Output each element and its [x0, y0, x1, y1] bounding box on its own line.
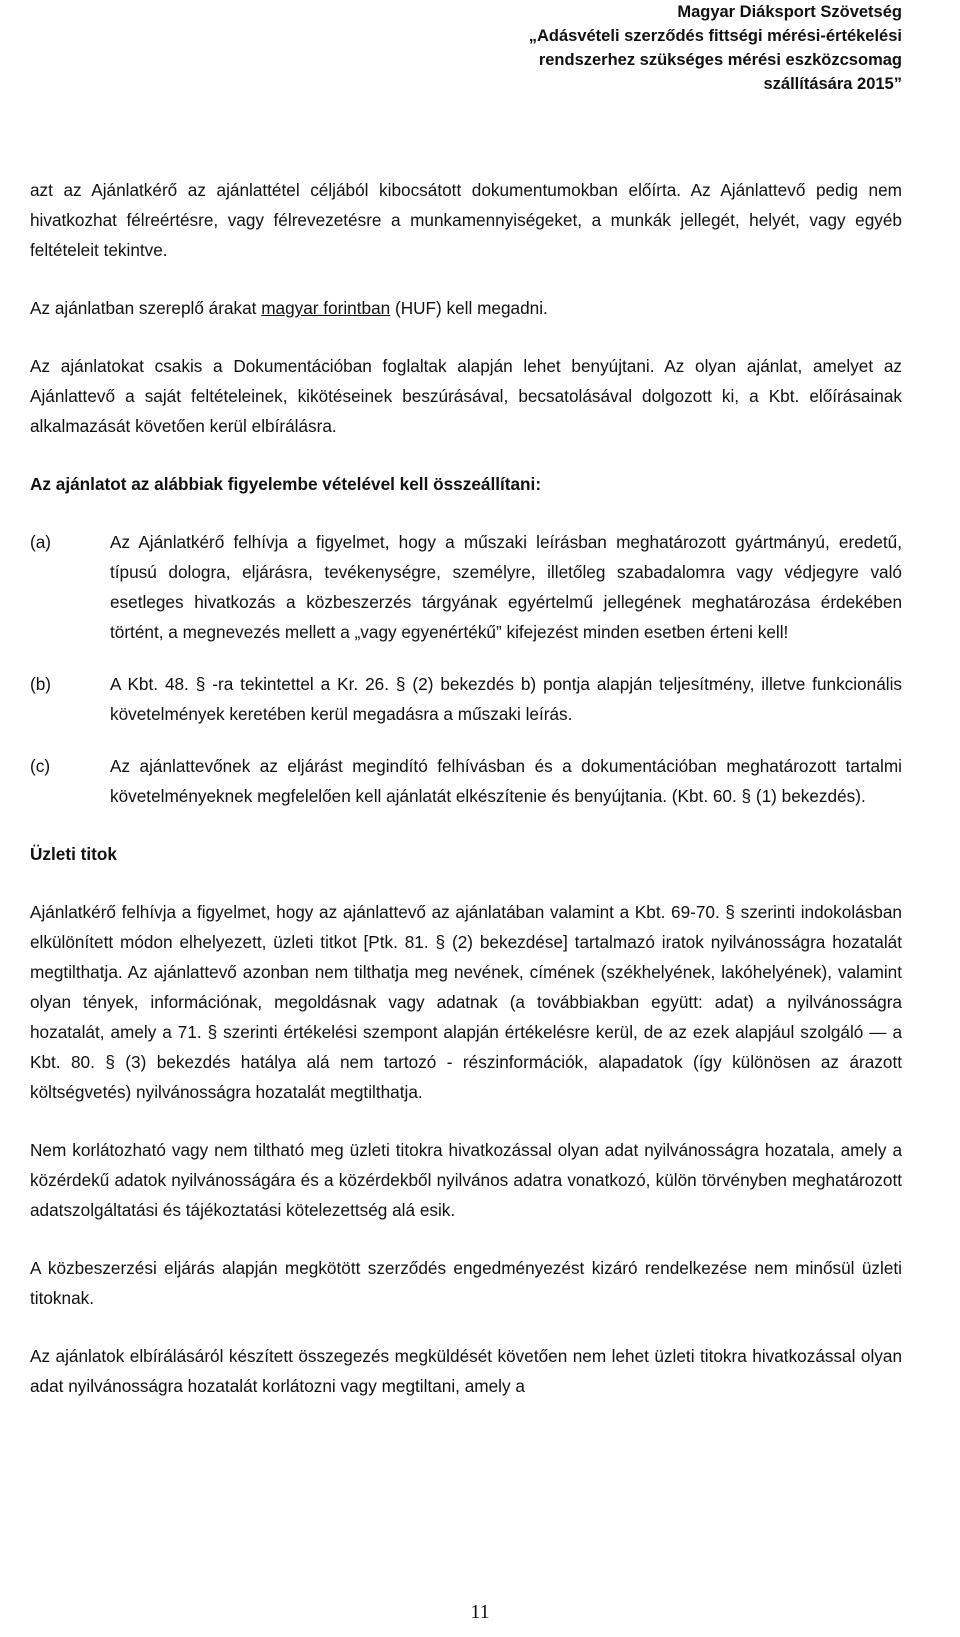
- header-title-line-3: szállítására 2015”: [763, 75, 902, 93]
- list-item-label: (a): [30, 532, 52, 552]
- paragraph-summary: Az ajánlatok elbírálásáról készített összegezés megküldését követően nem lehet üzleti titokra hivatkozással olyan adat nyilvánosságra hozatalát korlátozni vagy megtiltani, amely a: [30, 1346, 902, 1396]
- currency-text-post: (HUF) kell megadni.: [390, 298, 548, 318]
- currency-text-pre: Az ajánlatban szereplő árakat: [30, 298, 262, 318]
- list-item-label: (c): [30, 756, 51, 776]
- document-header: [442, 0, 902, 96]
- paragraph-continuation: azt az Ajánlatkérő az ajánlattétel céljából kibocsátott dokumentumokban előírta. Az Ajánlattevő pedig nem hivatkozhat félreértésre, vagy félrevezetésre a munkamennyiségeket, a munkák jellegét, helyét, vagy egyéb feltételeit tekintve.: [30, 180, 902, 260]
- list-item: [30, 527, 902, 647]
- header-title-line-1: „Adásvételi szerződés fittségi mérési-értékelési: [528, 27, 902, 45]
- section-title: Üzleti titok: [30, 844, 117, 864]
- paragraph-public-data: Nem korlátozható vagy nem tiltható meg üzleti titokra hivatkozással olyan adat nyilvánosságra hozatala, amely a közérdekű adatok nyilvánosságára és a közérdekből nyilvános adatra vonatkozó, külön törvényben meghatározott adatszolgáltatási és tájékoztatási kötelezettség alá esik.: [30, 1140, 902, 1220]
- list-heading: Az ajánlatot az alábbiak figyelembe vételével kell összeállítani:: [30, 474, 542, 494]
- paragraph-documentation: Az ajánlatokat csakis a Dokumentációban foglaltak alapján lehet benyújtani. Az olyan ajánlat, amelyet az Ajánlattevő a saját feltételeinek, kikötéseinek beszúrásával, becsatolásával dolgozott ki, a Kbt. előírásainak alkalmazását követően kerül elbírálásra.: [30, 356, 902, 436]
- paragraph-currency: [30, 293, 902, 323]
- header-organization: Magyar Diáksport Szövetség: [677, 3, 902, 21]
- paragraph-assignment: A közbeszerzési eljárás alapján megkötött szerződés engedményezést kizáró rendelkezése nem minősül üzleti titoknak.: [30, 1258, 902, 1308]
- header-title-line-2: rendszerhez szükséges mérési eszközcsomag: [538, 51, 902, 69]
- list-item: [30, 669, 902, 729]
- currency-underlined: magyar forintban: [261, 298, 391, 318]
- list-item-text: Az Ajánlatkérő felhívja a figyelmet, hogy a műszaki leírásban meghatározott gyártmányú, eredetű, típusú dologra, eljárásra, tevékenységre, személyre, illetőleg szabadalomra vagy védjegyre való esetleges hivatkozás a közbeszerzés tárgyának egyértelmű jellegének meghatározása érdekében történt, a megnevezés mellett a „vagy egyenértékű” kifejezést minden esetben érteni kell!: [110, 532, 902, 642]
- page-number: 11: [470, 1601, 490, 1623]
- paragraph-business-secret: Ajánlatkérő felhívja a figyelmet, hogy az ajánlattevő az ajánlatában valamint a Kbt. 69-70. § szerinti indokolásban elkülönített módon elhelyezett, üzleti titkot [Ptk. 81. § (2) bekezdése] tartalmazó iratok nyilvánosságra hozatalát megtilthatja. Az ajánlattevő azonban nem tilthatja meg nevének, címének (székhelyének, lakóhelyének), valamint olyan tények, információnak, megoldásnak vagy adatnak (a továbbiakban együtt: adat) a nyilvánosságra hozatalát, amely a 71. § szerinti értékelési szempont alapján értékelésre kerül, de az ezek alapjául szolgáló — a Kbt. 80. § (3) bekezdés hatálya alá nem tartozó - részinformációk, alapadatok (így különösen az árazott költségvetés) nyilvánosságra hozatalát megtilthatja.: [30, 902, 902, 1102]
- list-item-text: Az ajánlattevőnek az eljárást megindító felhívásban és a dokumentációban meghatározott tartalmi követelményeknek megfelelően kell ajánlatát elkészítenie és benyújtania. (Kbt. 60. § (1) bekezdés).: [110, 756, 902, 806]
- list-item: [30, 751, 902, 811]
- list-item-label: (b): [30, 674, 52, 694]
- list-item-text: A Kbt. 48. § -ra tekintettel a Kr. 26. § (2) bekezdés b) pontja alapján teljesítmény, illetve funkcionális követelmények keretében kerül megadásra a műszaki leírás.: [110, 674, 902, 724]
- document-body: [30, 175, 902, 1401]
